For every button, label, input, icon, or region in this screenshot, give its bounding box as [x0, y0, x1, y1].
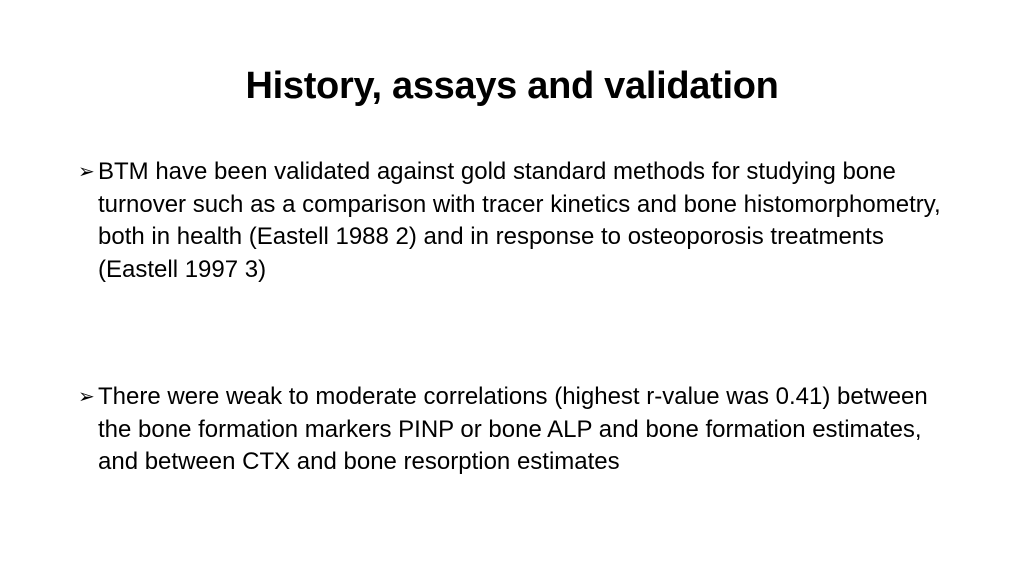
bullet-item [78, 381, 958, 479]
slide-title: History, assays and validation [245, 65, 779, 107]
bullet-item [78, 156, 958, 286]
bullet-text: There were weak to moderate correlations (highest r-value was 0.41) between the bone formation markers PINP or bone ALP and bone formation estimates, and between CTX and bone resorption estimates [98, 383, 928, 475]
arrow-bullet-icon: ➢ [78, 161, 95, 183]
bullet-text: BTM have been validated against gold standard methods for studying bone turnover such as a comparison with tracer kinetics and bone histomorphometry, both in health (Eastell 1988 2) and in response to osteoporosis treatments (Eastell 1997 3) [98, 158, 941, 283]
arrow-bullet-icon: ➢ [78, 386, 95, 408]
